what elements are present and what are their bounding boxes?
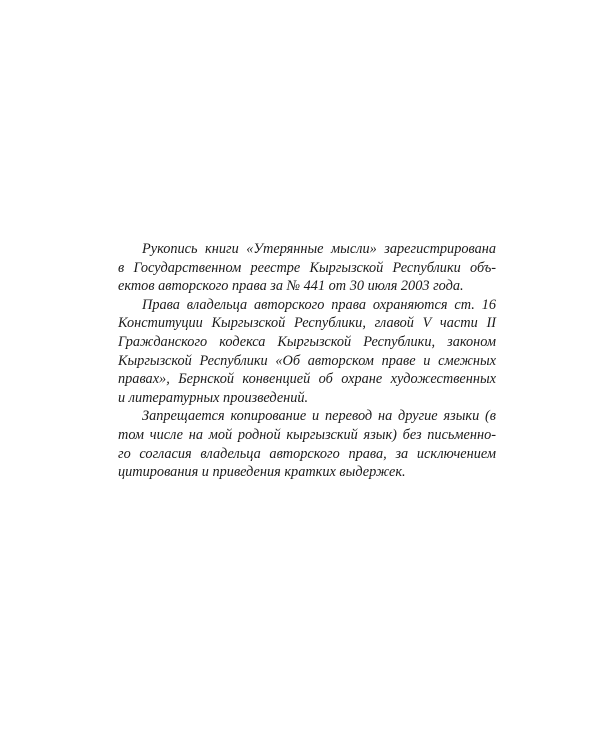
text-line: и литературных произведений. <box>118 389 309 406</box>
paragraph-prohibition <box>118 407 496 481</box>
text-line: Права владельца авторского права охраняются ст. 16 <box>142 296 496 313</box>
text-line: том числе на мой родной кыргызский язык) без письменно- <box>118 426 496 443</box>
text-line: ектов авторского права за № 441 от 30 июля 2003 года. <box>118 278 464 295</box>
copyright-notice <box>118 240 496 482</box>
paragraph-rights <box>118 296 496 408</box>
text-line: Запрещается копирование и перевод на другие языки (в <box>142 408 496 425</box>
text-line: в Государственном реестре Кыргызской Республики объ- <box>118 259 496 276</box>
text-line: цитирования и приведения кратких выдержек. <box>118 464 406 481</box>
text-line: правах», Бернской конвенцией об охране художественных <box>118 371 496 388</box>
text-line: го согласия владельца авторского права, за исключением <box>118 445 496 462</box>
text-line: Гражданского кодекса Кыргызской Республики, законом <box>118 333 496 350</box>
text-line: Рукопись книги «Утерянные мысли» зарегистрирована <box>142 241 496 257</box>
text-line: Конституции Кыргызской Республики, главой V части II <box>118 315 496 332</box>
paragraph-registration <box>118 240 496 296</box>
text-line: Кыргызской Республики «Об авторском праве и смежных <box>118 352 496 369</box>
